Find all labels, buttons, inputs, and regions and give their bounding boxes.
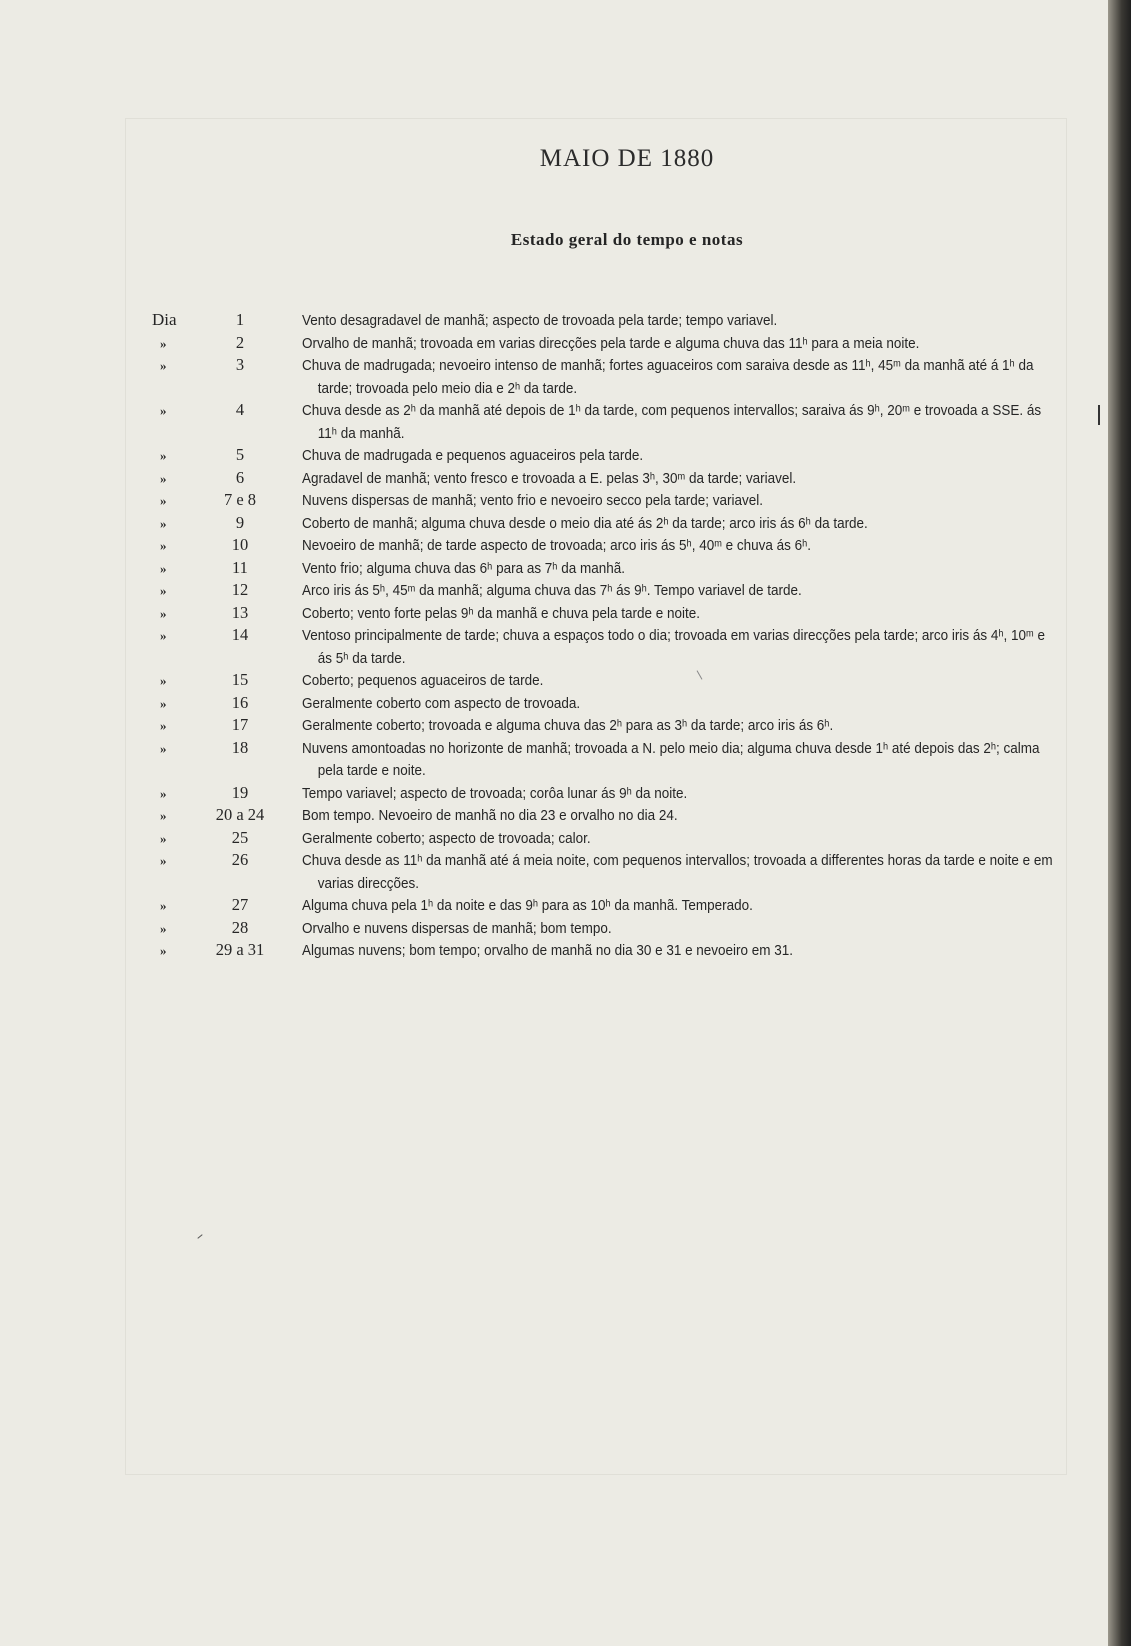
entry-text: Geralmente coberto com aspecto de trovoada.: [302, 695, 581, 712]
ditto-mark: »: [160, 920, 167, 936]
entry-text: Nuvens dispersas de manhã; vento frio e nevoeiro secco pela tarde; variavel.: [302, 493, 764, 509]
ditto-mark: »: [160, 538, 167, 553]
entry-text: Geralmente coberto; trovoada e alguma chuva das 2ʰ para as 3ʰ da tarde; arco iris ás 6ʰ.: [302, 718, 834, 734]
ditto-mark: »: [160, 470, 167, 486]
ditto-mark: »: [160, 448, 167, 463]
entry-text: Nuvens amontoadas no horizonte de manhã; trovoada a N. pelo meio dia; alguma chuva desde 1ʰ até depois das 2ʰ; calma pela tarde e noite.: [302, 740, 1040, 779]
entry-row: [0, 603, 1108, 626]
ditto-mark: »: [160, 808, 167, 823]
ditto-mark: »: [160, 560, 167, 576]
ditto-mark: »: [160, 695, 167, 711]
entry-day: 3: [235, 355, 245, 374]
entry-day: 16: [231, 692, 249, 712]
entry-day: 12: [231, 580, 249, 599]
weather-notes-list: [0, 310, 1108, 963]
ditto-mark: »: [160, 740, 167, 756]
entry-day: 18: [231, 737, 249, 757]
page-title: MAIO DE 1880: [539, 145, 715, 172]
entry-row: [0, 400, 1108, 445]
entry-row: [0, 513, 1108, 536]
entry-day: 27: [231, 895, 249, 914]
entry-row: [0, 468, 1108, 491]
entry-row: [0, 693, 1108, 716]
entry-text: Orvalho e nuvens dispersas de manhã; bom tempo.: [302, 920, 612, 937]
entry-row: [0, 828, 1108, 851]
entry-text: Coberto; pequenos aguaceiros de tarde.: [302, 673, 544, 689]
ditto-mark: »: [160, 605, 167, 621]
entry-row: [0, 805, 1108, 828]
entry-day: 10: [231, 535, 249, 554]
edge-mark: [1098, 405, 1100, 425]
ditto-mark: »: [160, 898, 167, 913]
ditto-mark: »: [160, 673, 167, 688]
entry-day: 5: [235, 445, 245, 464]
entry-text: Orvalho de manhã; trovoada em varias direcções pela tarde e alguma chuva das 11ʰ para a meia noite.: [302, 335, 920, 352]
entry-text: Tempo variavel; aspecto de trovoada; corôa lunar ás 9ʰ da noite.: [302, 785, 688, 802]
entry-row: [0, 580, 1108, 603]
ditto-mark: »: [160, 628, 167, 643]
entry-text: Algumas nuvens; bom tempo; orvalho de manhã no dia 30 e 31 e nevoeiro em 31.: [302, 943, 794, 959]
entry-text: Geralmente coberto; aspecto de trovoada; calor.: [302, 830, 591, 847]
entry-day: 28: [231, 917, 249, 937]
entry-day: 2: [235, 332, 245, 352]
entry-row: [0, 715, 1108, 738]
section-subtitle: Estado geral do tempo e notas: [510, 230, 744, 249]
ditto-mark: »: [160, 785, 167, 801]
entry-text: Chuva de madrugada; nevoeiro intenso de manhã; fortes aguaceiros com saraiva desde as 11ʰ, 45ᵐ da manhã até á 1ʰ da tarde; trovoada pelo meio dia e 2ʰ da tarde.: [302, 358, 1034, 397]
entry-day: 13: [231, 602, 249, 622]
ditto-mark: »: [160, 403, 167, 418]
entry-text: Chuva de madrugada e pequenos aguaceiros pela tarde.: [302, 448, 644, 464]
entry-row: [0, 895, 1108, 918]
entry-day: 11: [232, 557, 248, 577]
entry-text: Vento frio; alguma chuva das 6ʰ para as 7ʰ da manhã.: [302, 560, 625, 577]
entry-text: Bom tempo. Nevoeiro de manhã no dia 23 e orvalho no dia 24.: [302, 808, 678, 824]
entry-text: Chuva desde as 11ʰ da manhã até á meia noite, com pequenos intervallos; trovoada a differentes horas da tarde e noite e em varias direcções.: [302, 853, 1053, 892]
entry-text: Ventoso principalmente de tarde; chuva a espaços todo o dia; trovoada em varias direcções pela tarde; arco iris ás 4ʰ, 10ᵐ e ás 5ʰ da tarde.: [302, 628, 1046, 667]
entry-day: 7 e 8: [223, 490, 257, 509]
entry-text: Vento desagradavel de manhã; aspecto de trovoada pela tarde; tempo variavel.: [302, 313, 778, 329]
entry-day: 25: [231, 827, 249, 847]
ditto-mark: »: [160, 583, 167, 598]
dia-label: Dia: [152, 310, 177, 329]
entry-row: [0, 670, 1108, 693]
ditto-mark: »: [160, 358, 167, 373]
entry-row: [0, 355, 1108, 400]
entry-row: [0, 558, 1108, 581]
entry-row: [0, 918, 1108, 941]
entry-row: [0, 490, 1108, 513]
entry-row: [0, 535, 1108, 558]
entry-day: 29 a 31: [215, 940, 265, 959]
entry-row: [0, 940, 1108, 963]
entry-row: [0, 738, 1108, 783]
entry-day: 17: [231, 715, 249, 734]
entry-text: Coberto; vento forte pelas 9ʰ da manhã e chuva pela tarde e noite.: [302, 605, 700, 622]
entry-day: 14: [231, 625, 249, 644]
entry-day: 26: [231, 850, 249, 869]
entry-day: 6: [235, 467, 245, 487]
ditto-mark: »: [160, 853, 167, 868]
entry-day: 1: [235, 310, 245, 329]
ditto-mark: »: [160, 335, 167, 351]
page-edge-shadow: [1108, 0, 1131, 1646]
entry-row: [0, 783, 1108, 806]
entry-row: [0, 850, 1108, 895]
entry-text: Nevoeiro de manhã; de tarde aspecto de trovoada; arco iris ás 5ʰ, 40ᵐ e chuva ás 6ʰ.: [302, 538, 812, 554]
entry-row: [0, 310, 1108, 333]
ditto-mark: »: [160, 493, 167, 508]
ditto-mark: »: [160, 718, 167, 733]
entry-text: Arco iris ás 5ʰ, 45ᵐ da manhã; alguma chuva das 7ʰ ás 9ʰ. Tempo variavel de tarde.: [302, 583, 802, 599]
entry-text: Agradavel de manhã; vento fresco e trovoada a E. pelas 3ʰ, 30ᵐ da tarde; variavel.: [302, 470, 797, 487]
ditto-mark: »: [160, 943, 167, 958]
entry-text: Alguma chuva pela 1ʰ da noite e das 9ʰ para as 10ʰ da manhã. Temperado.: [302, 898, 753, 914]
entry-row: [0, 445, 1108, 468]
entry-text: Chuva desde as 2ʰ da manhã até depois de 1ʰ da tarde, com pequenos intervallos; saraiva ás 9ʰ, 20ᵐ e trovoada a SSE. ás 11ʰ da manhã.: [302, 403, 1042, 442]
ditto-mark: »: [160, 515, 167, 531]
entry-day: 15: [231, 670, 249, 689]
ditto-mark: »: [160, 830, 167, 846]
entry-day: 4: [235, 400, 245, 419]
entry-row: [0, 333, 1108, 356]
entry-text: Coberto de manhã; alguma chuva desde o meio dia até ás 2ʰ da tarde; arco iris ás 6ʰ da tarde.: [302, 515, 868, 532]
entry-day: 9: [235, 512, 245, 532]
entry-day: 19: [231, 782, 249, 802]
entry-day: 20 a 24: [215, 805, 265, 824]
entry-row: [0, 625, 1108, 670]
